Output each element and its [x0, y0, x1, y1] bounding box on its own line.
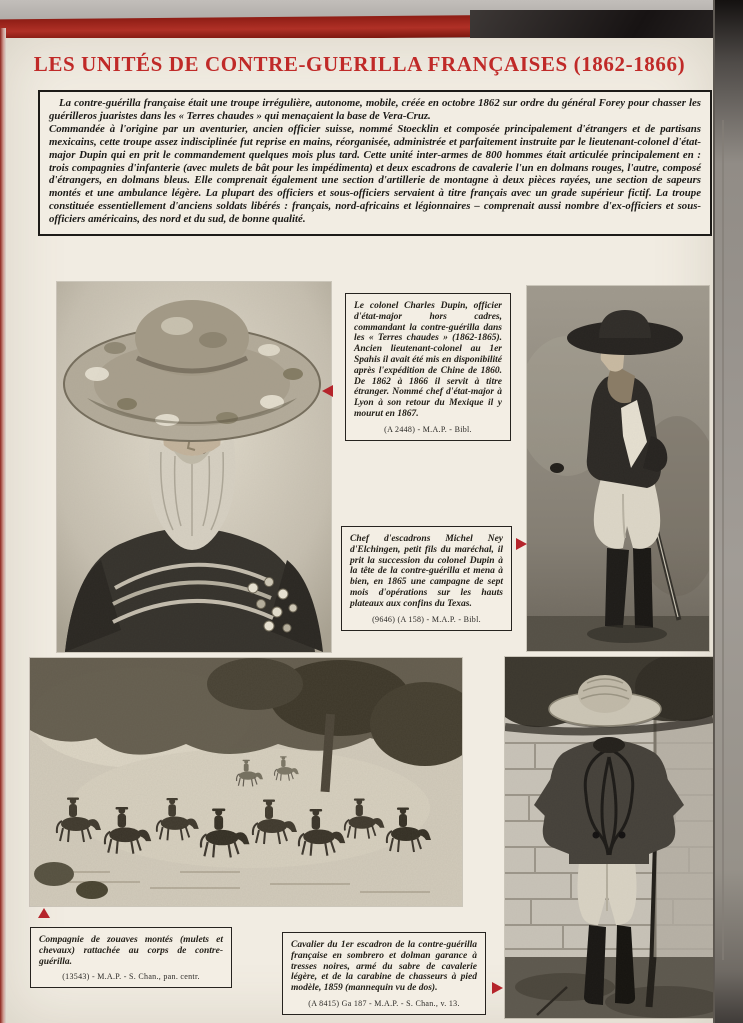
caption-ney-ref: (9646) (A 158) - M.A.P. - Bibl.	[372, 614, 481, 624]
arrow-left-icon	[322, 385, 333, 397]
caption-dupin-text: Le colonel Charles Dupin, officier d'état-major hors cadres, commandant la contre-guérilla dans les « Terres chaudes » (1862-1865). Ancien lieutenant-colonel au 1er Spahis il avait été mis en disponibilité après l'expédition de Chine de 1860. De 1862 à 1866 il servit à titre étranger. Nommé chef d'état-major à Lyon à son retour du Mexique il y mourut en 1867.	[354, 301, 502, 419]
caption-zouaves	[30, 927, 232, 988]
caption-ney-text: Chef d'escadrons Michel Ney d'Elchingen, petit fils du maréchal, il prit la succession du colonel Dupin à la tête de la contre-guérilla et mena à bien, en 1865 une campagne de sept mois d'opérations sur les hauts plateaux aux confins du Texas.	[350, 534, 503, 609]
caption-cavalier	[282, 932, 486, 1015]
cavalier-back-illustration	[505, 657, 713, 1018]
photo-officer-standing	[527, 286, 709, 651]
arrow-right-icon-2	[492, 982, 503, 994]
photo-engraving-cavalry	[30, 658, 462, 906]
photo-colonel-dupin	[57, 282, 331, 652]
caption-zouaves-ref: (13543) - M.A.P. - S. Chan., pan. centr.	[62, 972, 200, 982]
caption-dupin-ref: (A 2448) - M.A.P. - Bibl.	[384, 424, 472, 434]
intro-paragraph-2: Commandée à l'origine par un aventurier, ancien officier suisse, nommé Stoecklin et composée principalement d'étrangers et de partisans mexicains, cette troupe assez indisciplinée fut reprise en mains, réorganisée, administrée et parfaitement instruite par le lieutenant-colonel d'état-major Dupin qui en prit le commandement quelques mois plus tard. Cette unité inter-armes de 800 hommes était articulée principalement en : trois compagnies d'infanterie (avec mulets de bât pour les impédimenta) et deux escadrons de cavalerie l'un en dolmans rouges, l'autre, composé d'étrangers, en dolmans bleus. Elle comprenait également une section d'artillerie de montagne à deux pièces rayées, une section de sapeurs montés et une ambulance légère. La plupart des officiers et sous-officiers servaient à titre français avec un grade supérieur fictif. La troupe constituée essentiellement d'anciens soldats libérés : français, nord-africains et légionnaires – comprenait aussi nombre d'ex-officiers et sous-officiers américains, des nord et du sud, de bonne qualité.	[49, 122, 701, 226]
caption-cavalier-ref: (A 8415) Ga 187 - M.A.P. - S. Chan., v. 13.	[308, 998, 460, 1008]
caption-zouaves-text: Compagnie de zouaves montés (mulets et chevaux) rattachée au corps de contre-guérilla.	[39, 935, 223, 967]
photo-cavalier-back	[505, 657, 713, 1018]
arrow-up-icon	[38, 908, 50, 918]
dupin-portrait-illustration	[57, 282, 331, 652]
page-edge-line	[722, 120, 724, 960]
arrow-right-icon	[516, 538, 527, 550]
caption-dupin	[345, 293, 511, 441]
page-title: LES UNITÉS DE CONTRE-GUERILLA FRANÇAISES (1862-1866)	[33, 52, 686, 76]
caption-ney	[341, 526, 512, 631]
intro-text-box	[38, 90, 712, 236]
intro-paragraph-1: La contre-guérilla française était une troupe irrégulière, autonome, mobile, créée en octobre 1862 sur ordre du général Forey pour chasser les guérilleros juaristes dans les « Terres chaudes » qui menaçaient la base de Vera-Cruz.	[49, 97, 701, 122]
caption-cavalier-text: Cavalier du 1er escadron de la contre-guérilla française en sombrero et dolman garance à tresses noires, armé du sabre de cavalerie légère, et de la carabine de chasseurs à pied modèle, 1859 (mannequin vu de dos).	[291, 940, 477, 994]
page-stack-right-edge	[713, 0, 743, 1023]
cavalry-engraving-illustration	[30, 658, 462, 906]
officer-profile-illustration	[527, 286, 709, 651]
